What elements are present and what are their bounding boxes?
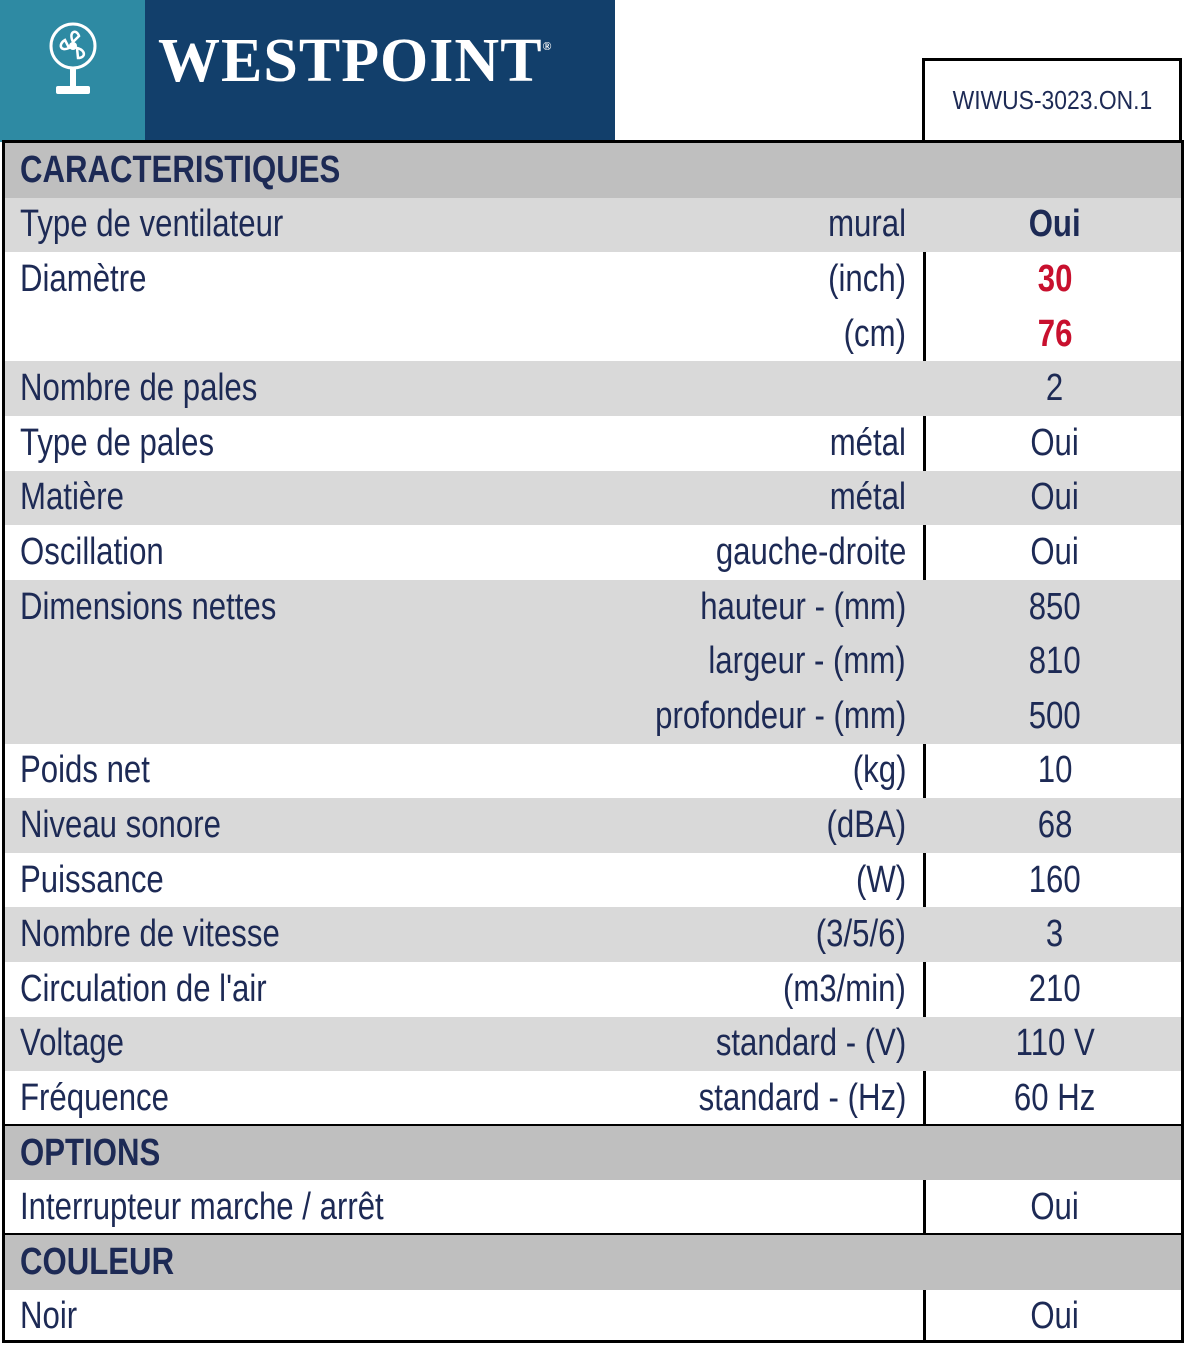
row-label-text: Nombre de vitesse <box>20 913 280 956</box>
row-value <box>926 361 1184 416</box>
row-value-text: Oui <box>1030 421 1080 464</box>
table-row <box>5 1071 1181 1126</box>
row-value-text: 3 <box>1046 913 1064 956</box>
row-value-text: 10 <box>1037 749 1073 792</box>
row-unit <box>674 1017 906 1072</box>
row-unit <box>830 307 906 362</box>
row-value <box>926 580 1184 635</box>
row-value <box>926 525 1184 580</box>
row-value <box>926 634 1184 689</box>
section-title <box>20 1126 191 1181</box>
row-value <box>926 853 1184 908</box>
table-row <box>5 853 1181 908</box>
row-value-text: 210 <box>1029 967 1081 1010</box>
section-title-text: COULEUR <box>20 1240 175 1283</box>
row-value <box>926 962 1184 1017</box>
row-unit-text: hauteur - (mm) <box>699 585 906 628</box>
row-value-text: 810 <box>1029 640 1081 683</box>
row-label <box>20 853 195 908</box>
row-unit-text: (inch) <box>828 257 906 300</box>
brand-name: WESTPOINT® <box>158 27 553 95</box>
row-value <box>926 1071 1184 1126</box>
row-value-text: Oui <box>1030 476 1080 519</box>
row-unit-text: largeur - (mm) <box>708 640 906 683</box>
row-label <box>20 252 174 307</box>
section-title <box>20 143 411 198</box>
logo-icon-box <box>0 0 145 142</box>
row-unit <box>813 471 906 526</box>
section-couleur <box>5 1235 1181 1290</box>
row-unit-text: (dBA) <box>826 803 906 846</box>
row-label-text: Circulation de l'air <box>20 967 267 1010</box>
row-label-text: Nombre de pales <box>20 367 258 410</box>
table-row <box>5 471 1181 526</box>
row-unit-text: profondeur - (mm) <box>654 694 906 737</box>
row-label-text: Matière <box>20 476 124 519</box>
section-title <box>20 1235 208 1290</box>
row-value <box>926 198 1184 253</box>
row-value-text: 60 Hz <box>1014 1076 1096 1119</box>
row-value <box>926 1180 1184 1235</box>
row-value <box>926 1290 1184 1345</box>
row-value-text: Oui <box>1030 1186 1080 1229</box>
row-unit <box>665 634 906 689</box>
row-label <box>20 471 147 526</box>
row-unit <box>653 1071 906 1126</box>
brand-logo <box>0 0 615 142</box>
row-label <box>20 744 178 799</box>
row-label <box>20 798 265 853</box>
row-label <box>20 525 195 580</box>
row-unit <box>811 252 906 307</box>
table-row <box>5 798 1181 853</box>
row-value-text: 2 <box>1046 367 1064 410</box>
row-value <box>926 907 1184 962</box>
row-value <box>926 416 1184 471</box>
row-label-text: Puissance <box>20 858 164 901</box>
row-unit <box>845 853 906 908</box>
section-title-text: OPTIONS <box>20 1131 161 1174</box>
row-unit-text: (m3/min) <box>783 967 906 1010</box>
table-row <box>5 634 1181 689</box>
row-label <box>20 416 257 471</box>
row-value <box>926 798 1184 853</box>
row-value <box>926 252 1184 307</box>
table-row <box>5 361 1181 416</box>
row-value-text: 76 <box>1037 312 1073 355</box>
row-label-text: Oscillation <box>20 530 164 573</box>
row-value-text: 110 V <box>1015 1022 1095 1065</box>
row-label-text: Noir <box>20 1295 78 1338</box>
model-number: WIWUS-3023.ON.1 <box>922 58 1182 140</box>
row-label <box>20 1017 147 1072</box>
row-value-text: 30 <box>1037 257 1073 300</box>
row-unit-text: (W) <box>855 858 906 901</box>
row-value-text: 160 <box>1029 858 1081 901</box>
row-unit <box>756 962 906 1017</box>
row-unit <box>655 580 906 635</box>
row-label <box>20 962 321 1017</box>
row-value <box>926 307 1184 362</box>
row-value <box>926 744 1184 799</box>
row-label-text: Interrupteur marche / arrêt <box>20 1186 384 1229</box>
row-label <box>20 580 333 635</box>
row-value-text: Oui <box>1030 1295 1080 1338</box>
row-label-text: Fréquence <box>20 1076 169 1119</box>
table-row <box>5 525 1181 580</box>
row-label <box>20 907 337 962</box>
row-label-text: Type de pales <box>20 421 215 464</box>
row-unit <box>813 416 906 471</box>
row-value <box>926 689 1184 744</box>
table-row <box>5 1180 1181 1235</box>
row-unit <box>811 198 906 253</box>
row-unit-text: mural <box>828 203 906 246</box>
table-row <box>5 1290 1181 1345</box>
row-unit <box>674 525 906 580</box>
table-row <box>5 307 1181 362</box>
table-row <box>5 744 1181 799</box>
section-title-text: CARACTERISTIQUES <box>20 148 341 191</box>
row-unit <box>809 798 906 853</box>
row-value <box>926 1017 1184 1072</box>
table-row <box>5 198 1181 253</box>
row-label-text: Niveau sonore <box>20 803 221 846</box>
row-unit <box>841 744 906 799</box>
section-options <box>5 1126 1181 1181</box>
row-unit <box>600 689 906 744</box>
table-row <box>5 1017 1181 1072</box>
row-label <box>20 1290 90 1345</box>
row-value <box>926 471 1184 526</box>
table-row <box>5 689 1181 744</box>
row-unit-text: (3/5/6) <box>815 913 906 956</box>
row-unit <box>796 907 906 962</box>
spec-table <box>2 140 1184 1343</box>
row-label <box>20 361 309 416</box>
row-value-text: Oui <box>1029 203 1081 246</box>
row-value-text: 68 <box>1037 803 1073 846</box>
row-label <box>20 1071 202 1126</box>
row-value-text: Oui <box>1030 530 1080 573</box>
row-label-text: Poids net <box>20 749 150 792</box>
row-value-text: 500 <box>1029 694 1081 737</box>
row-unit-text: (kg) <box>852 749 906 792</box>
row-label-text: Type de ventilateur <box>20 203 284 246</box>
row-unit-text: métal <box>829 476 906 519</box>
row-unit-text: métal <box>829 421 906 464</box>
row-label <box>20 1180 464 1235</box>
row-label <box>20 198 341 253</box>
table-row <box>5 252 1181 307</box>
row-unit-text: standard - (V) <box>715 1022 906 1065</box>
fan-icon <box>46 20 100 98</box>
table-row <box>5 416 1181 471</box>
row-unit-text: standard - (Hz) <box>698 1076 906 1119</box>
table-row <box>5 580 1181 635</box>
table-row <box>5 962 1181 1017</box>
row-unit-text: gauche-droite <box>715 530 906 573</box>
row-label-text: Diamètre <box>20 257 147 300</box>
table-row <box>5 907 1181 962</box>
row-value-text: 850 <box>1029 585 1081 628</box>
section-caracteristiques <box>5 143 1181 198</box>
row-label-text: Dimensions nettes <box>20 585 277 628</box>
row-unit-text: (cm) <box>843 312 906 355</box>
row-label-text: Voltage <box>20 1022 124 1065</box>
